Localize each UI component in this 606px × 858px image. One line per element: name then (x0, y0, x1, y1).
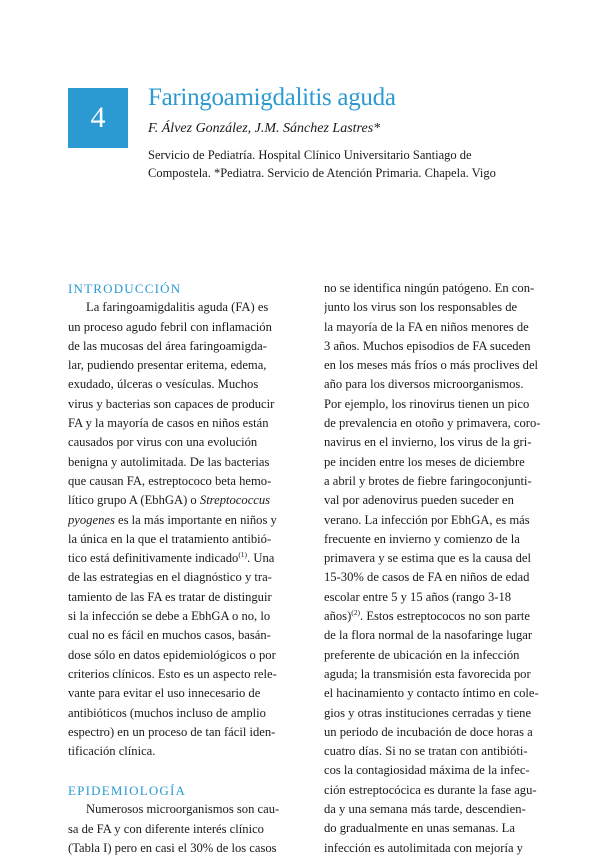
chapter-number: 4 (90, 101, 106, 134)
body-line: junto los virus son los responsables de (324, 300, 518, 315)
body-line: tamiento de las FA es tratar de distinguir (68, 589, 272, 604)
species-name: pyogenes (68, 512, 115, 527)
affiliation (148, 146, 548, 182)
body-line: preferente de ubicación en la infección (324, 647, 520, 662)
body-text: tico está definitivamente indicado (68, 551, 239, 566)
body-line: da y una semana más tarde, descendien- (324, 802, 526, 817)
body-line: la mayoría de la FA en niños menores de (324, 319, 529, 334)
body-line: 3 años. Muchos episodios de FA suceden (324, 338, 531, 353)
body-line: dose sólo en datos epidemiológicos o por (68, 647, 276, 662)
left-column (68, 279, 304, 858)
body-line: val por adenovirus pueden suceder en (324, 493, 514, 508)
section-heading-epidemiologia: EPIDEMIOLOGÍA (68, 783, 187, 799)
body-line: ción estreptocócica es durante la fase agu- (324, 782, 537, 797)
body-line: escolar entre 5 y 15 años (rango 3-18 (324, 589, 512, 604)
citation-ref: (1) (238, 549, 248, 559)
affiliation-line: Servicio de Pediatría. Hospital Clínico Universitario Santiago de (148, 148, 472, 162)
body-line: causados por virus con una evolución (68, 435, 258, 450)
body-line (68, 491, 304, 510)
body-line: virus y bacterias son capaces de producir (68, 396, 275, 411)
body-line (68, 511, 304, 530)
citation-ref: (2) (351, 607, 361, 617)
body-line: FA y la mayoría de casos en niños están (68, 416, 269, 431)
body-line: cual no es fácil en muchos casos, basán- (68, 628, 271, 643)
body-line: un periodo de incubación de doce horas a (324, 724, 533, 739)
body-text: . Una (247, 551, 275, 566)
body-text: . Estos estreptococos no son parte (360, 609, 531, 624)
body-line: de la flora normal de la nasofaringe lugar (324, 628, 533, 643)
body-line (324, 607, 560, 626)
body-line: La faringoamigdalitis aguda (FA) es (86, 300, 269, 315)
body-line: 15-30% de casos de FA en niños de edad (324, 570, 530, 585)
body-line: Por ejemplo, los rinovirus tienen un pico (324, 396, 530, 411)
body-line: que causan FA, estreptococo beta hemo- (68, 473, 272, 488)
body-line: espectro) en un proceso de tan fácil iden- (68, 724, 276, 739)
body-line: infección es autolimitada con mejoría y (324, 840, 523, 855)
chapter-title: Faringoamigdalitis aguda (148, 84, 396, 111)
right-column (324, 279, 560, 858)
body-line: de las estrategias en el diagnóstico y tra- (68, 570, 272, 585)
body-line: a abril y brotes de fiebre faringoconjunti- (324, 473, 532, 488)
chapter-number-badge (68, 88, 128, 148)
body-line: no se identifica ningún patógeno. En con- (324, 281, 535, 295)
body-text: años) (324, 609, 352, 624)
body-line: gios y otras instituciones cerradas y tiene (324, 705, 532, 720)
body-line: navirus en el invierno, los virus de la gri- (324, 435, 532, 450)
body-line: la única en la que el tratamiento antibió- (68, 531, 272, 546)
body-line: año para los diversos microorganismos. (324, 377, 524, 392)
body-line: criterios clínicos. Esto es un aspecto rele- (68, 666, 277, 681)
body-line: de las mucosas del área faringoamigda- (68, 338, 267, 353)
section-heading-introduccion: INTRODUCCIÓN (68, 281, 182, 296)
body-text: lítico grupo A (EbhGA) o (68, 493, 197, 508)
body-line: si la infección se debe a EbhGA o no, lo (68, 609, 271, 624)
body-line: el hacinamiento y contacto íntimo en cole- (324, 686, 539, 701)
affiliation-line: Compostela. *Pediatra. Servicio de Atención Primaria. Chapela. Vigo (148, 166, 496, 180)
body-line: un proceso agudo febril con inflamación (68, 319, 272, 334)
body-line: benigna y autolimitada. De las bacterias (68, 454, 270, 469)
body-line: aguda; la transmisión esta favorecida por (324, 666, 531, 681)
body-line: verano. La infección por EbhGA, es más (324, 512, 530, 527)
body-line: vante para evitar el uso innecesario de (68, 686, 261, 701)
body-line: sa de FA y con diferente interés clínico (68, 821, 264, 836)
paragraph-gap (68, 761, 304, 781)
body-line: pe inciden entre los meses de diciembre (324, 454, 525, 469)
body-line: frecuente en invierno y comienzo de la (324, 531, 520, 546)
body-line: do gradualmente en unas semanas. La (324, 821, 515, 836)
body-line: de prevalencia en otoño y primavera, coro- (324, 416, 541, 431)
body-text: es la más importante en niños y (118, 512, 277, 527)
body-line: cuatro días. Si no se tratan con antibióti- (324, 744, 528, 759)
body-line: lar, pudiendo presentar eritema, edema, (68, 358, 267, 373)
body-line: Numerosos microorganismos son cau- (86, 802, 280, 817)
body-line: exudado, úlceras o vesículas. Muchos (68, 377, 259, 392)
body-line: primavera y se estima que es la causa del (324, 551, 532, 566)
body-line: tificación clínica. (68, 744, 156, 759)
body-line: cos la contagiosidad máxima de la infec- (324, 763, 530, 778)
body-line: antibióticos (muchos incluso de amplio (68, 705, 266, 720)
species-name: Streptococcus (199, 493, 271, 508)
body-line: (Tabla I) pero en casi el 30% de los casos (68, 840, 277, 855)
body-line (68, 549, 304, 568)
body-line: en los meses más fríos o más proclives del (324, 358, 539, 373)
authors: F. Álvez González, J.M. Sánchez Lastres* (148, 121, 381, 136)
